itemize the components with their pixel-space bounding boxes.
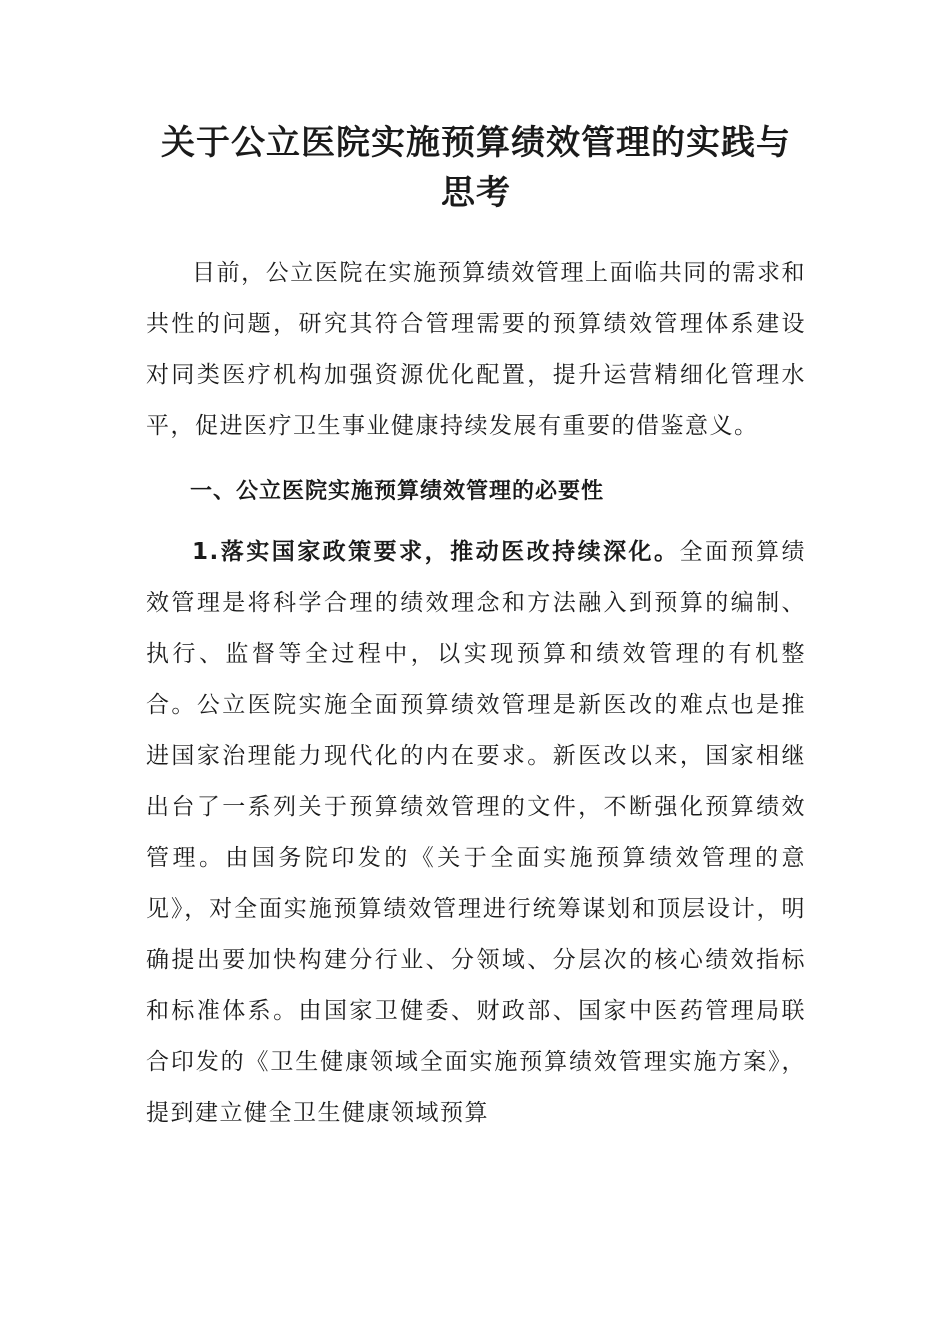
paragraph-lead: 1.落实国家政策要求，推动医改持续深化。	[192, 539, 680, 565]
section-heading: 一、公立医院实施预算绩效管理的必要性	[190, 479, 605, 504]
body-paragraph	[146, 527, 806, 1139]
paragraph-body: 全面预算绩效管理是将科学合理的绩效理念和方法融入到预算的编制、执行、监督等全过程中，以实现预算和绩效管理的有机整合。公立医院实施全面预算绩效管理是新医改的难点也是推进国家治理能力现代化的内在要求。新医改以来，国家相继出台了一系列关于预算绩效管理的文件，不断强化预算绩效管理。由国务院印发的《关于全面实施预算绩效管理的意见》，对全面实施预算绩效管理进行统筹谋划和顶层设计，明确提出要加快构建分行业、分领域、分层次的核心绩效指标和标准体系。由国家卫健委、财政部、国家中医药管理局联合印发的《卫生健康领域全面实施预算绩效管理实施方案》，提到建立健全卫生健康领域预算	[146, 539, 807, 1126]
document-page	[146, 118, 806, 1139]
intro-paragraph: 目前，公立医院在实施预算绩效管理上面临共同的需求和共性的问题，研究其符合管理需要的预算绩效管理体系建设对同类医疗机构加强资源优化配置，提升运营精细化管理水平，促进医疗卫生事业健康持续发展有重要的借鉴意义。	[146, 260, 806, 439]
document-title: 关于公立医院实施预算绩效管理的实践与思考	[161, 123, 791, 213]
